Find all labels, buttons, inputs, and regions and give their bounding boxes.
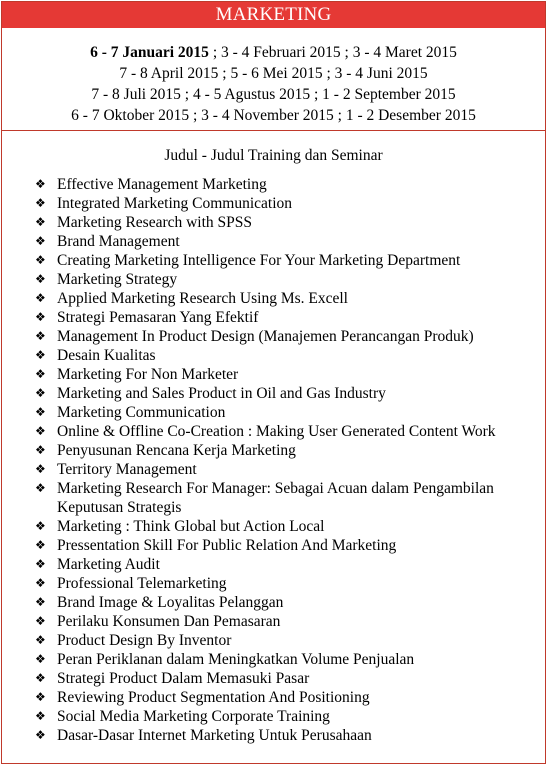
date-line-1-rest: ; 3 - 4 Februari 2015 ; 3 - 4 Maret 2015 [208,44,457,61]
list-item-text: Strategi Product Dalam Memasuki Pasar [57,670,310,687]
list-item [35,403,545,422]
diamond-bullet-icon: ❖ [35,519,46,533]
document-frame [1,1,546,764]
diamond-bullet-icon: ❖ [35,462,46,476]
list-item [35,669,545,688]
list-item [35,346,545,365]
diamond-bullet-icon: ❖ [35,253,46,267]
section-title: MARKETING [215,4,332,25]
list-item-text: Integrated Marketing Communication [57,195,293,212]
list-item [35,327,545,346]
diamond-bullet-icon: ❖ [35,215,46,229]
diamond-bullet-icon: ❖ [35,633,46,647]
list-item [35,726,545,745]
diamond-bullet-icon: ❖ [35,538,46,552]
date-line-2: 7 - 8 April 2015 ; 5 - 6 Mei 2015 ; 3 - 4 Juni 2015 [119,65,428,82]
diamond-bullet-icon: ❖ [35,481,46,495]
diamond-bullet-icon: ❖ [35,443,46,457]
list-item [35,175,545,194]
list-item [35,308,545,327]
diamond-bullet-icon: ❖ [35,196,46,210]
list-item [35,479,545,517]
schedule-dates [2,28,545,131]
diamond-bullet-icon: ❖ [35,386,46,400]
diamond-bullet-icon: ❖ [35,595,46,609]
list-item [35,593,545,612]
list-item-text: Social Media Marketing Corporate Training [57,708,330,725]
date-line-1 [2,42,545,63]
list-item-text: Product Design By Inventor [57,632,232,649]
list-item [35,213,545,232]
diamond-bullet-icon: ❖ [35,557,46,571]
list-item [35,650,545,669]
section-header [2,2,545,28]
list-item [35,631,545,650]
diamond-bullet-icon: ❖ [35,367,46,381]
list-item-text: Territory Management [57,461,197,478]
diamond-bullet-icon: ❖ [35,709,46,723]
list-item [35,574,545,593]
diamond-bullet-icon: ❖ [35,310,46,324]
list-item-text: Marketing Research with SPSS [57,214,253,231]
list-item-text: Marketing Research For Manager: Sebagai Acuan dalam Pengambilan Keputusan Strategis [57,480,494,516]
list-item-text: Professional Telemarketing [57,575,227,592]
list-item-text: Strategi Pemasaran Yang Efektif [57,309,259,326]
date-highlight: 6 - 7 Januari 2015 [90,44,209,61]
diamond-bullet-icon: ❖ [35,690,46,704]
list-item [35,612,545,631]
list-item [35,270,545,289]
list-item [35,517,545,536]
list-item-text: Online & Offline Co-Creation : Making User Generated Content Work [57,423,496,440]
list-item [35,707,545,726]
diamond-bullet-icon: ❖ [35,728,46,742]
diamond-bullet-icon: ❖ [35,424,46,438]
list-item [35,232,545,251]
diamond-bullet-icon: ❖ [35,576,46,590]
list-item [35,688,545,707]
training-list [2,175,545,745]
list-item-text: Perilaku Konsumen Dan Pemasaran [57,613,281,630]
list-item-text: Desain Kualitas [57,347,156,364]
training-title: Judul - Judul Training dan Seminar [164,147,383,164]
list-item-text: Marketing Audit [57,556,160,573]
list-item-text: Creating Marketing Intelligence For Your Marketing Department [57,252,461,269]
diamond-bullet-icon: ❖ [35,671,46,685]
list-item [35,555,545,574]
diamond-bullet-icon: ❖ [35,405,46,419]
diamond-bullet-icon: ❖ [35,348,46,362]
list-item-text: Marketing Strategy [57,271,178,288]
list-item-text: Penyusunan Rencana Kerja Marketing [57,442,296,459]
list-item-text: Marketing : Think Global but Action Local [57,518,325,535]
diamond-bullet-icon: ❖ [35,272,46,286]
diamond-bullet-icon: ❖ [35,329,46,343]
list-item-text: Reviewing Product Segmentation And Positioning [57,689,370,706]
diamond-bullet-icon: ❖ [35,291,46,305]
date-line-3: 7 - 8 Juli 2015 ; 4 - 5 Agustus 2015 ; 1 - 2 September 2015 [91,86,456,103]
list-item-text: Marketing For Non Marketer [57,366,239,383]
list-item [35,194,545,213]
list-item [35,251,545,270]
list-item [35,536,545,555]
list-item-text: Marketing and Sales Product in Oil and Gas Industry [57,385,386,402]
training-section [2,131,545,745]
diamond-bullet-icon: ❖ [35,177,46,191]
diamond-bullet-icon: ❖ [35,614,46,628]
date-line-4: 6 - 7 Oktober 2015 ; 3 - 4 November 2015 ; 1 - 2 Desember 2015 [71,107,476,124]
diamond-bullet-icon: ❖ [35,234,46,248]
list-item [35,422,545,441]
list-item [35,384,545,403]
list-item-text: Marketing Communication [57,404,226,421]
list-item-text: Management In Product Design (Manajemen Perancangan Produk) [57,328,474,345]
list-item-text: Pressentation Skill For Public Relation And Marketing [57,537,397,554]
list-item-text: Brand Image & Loyalitas Pelanggan [57,594,284,611]
list-item-text: Applied Marketing Research Using Ms. Excell [57,290,348,307]
list-item [35,441,545,460]
list-item [35,289,545,308]
list-item-text: Peran Periklanan dalam Meningkatkan Volume Penjualan [57,651,415,668]
list-item [35,460,545,479]
list-item [35,365,545,384]
diamond-bullet-icon: ❖ [35,652,46,666]
list-item-text: Effective Management Marketing [57,176,267,193]
list-item-text: Dasar-Dasar Internet Marketing Untuk Perusahaan [57,727,372,744]
list-item-text: Brand Management [57,233,180,250]
